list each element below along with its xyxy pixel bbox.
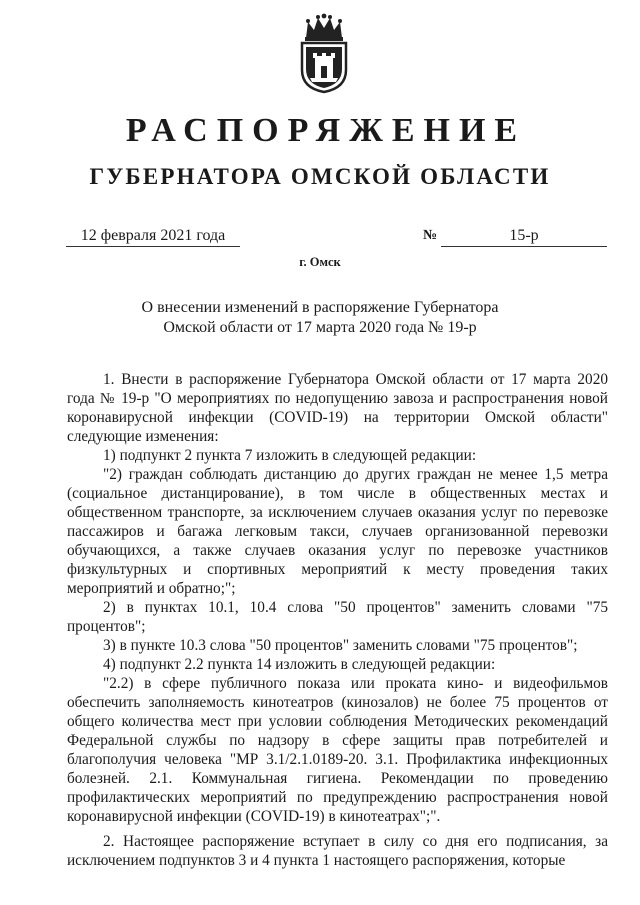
paragraph: 4) подпункт 2.2 пункта 14 изложить в следующей редакции: (103, 656, 496, 673)
number-label: № (423, 228, 438, 243)
document-subtitle: ГУБЕРНАТОРА ОМСКОЙ ОБЛАСТИ (89, 164, 551, 189)
paragraph: 3) в пункте 10.3 слова "50 процентов" заменить словами "75 процентов"; (103, 637, 578, 654)
heading-line: О внесении изменений в распоряжение Губернатора (141, 299, 499, 316)
document-heading (0, 298, 640, 338)
paragraph: 2) в пунктах 10.1, 10.4 слова "50 процентов" заменить словами "75 процентов"; (67, 599, 608, 635)
paragraph: 1) подпункт 2 пункта 7 изложить в следующей редакции: (103, 447, 477, 464)
document-title: РАСПОРЯЖЕНИЕ (125, 112, 527, 149)
paragraph: "2.2) в сфере публичного показа или проката кино- и видеофильмов обеспечить заполняемость кинотеатров (кинозалов) не более 75 процентов от общего количества мест при условии соблюдения Методических рекомендаций Федеральной службы по надзору в сфере защиты прав потребителей и благополучия человека "МР 3.1/2.1.0189-20. 3.1. Профилактика инфекционных болезней. 2.1. Коммунальная гигиена. Рекомендации по проведению профилактических мероприятий по предупреждению распространения новой коронавирусной инфекции (COVID-19) в кинотеатрах";". (67, 675, 608, 825)
paragraph: 1. Внести в распоряжение Губернатора Омской области от 17 марта 2020 года № 19-р "О мероприятиях по недопущению завоза и распространения новой коронавирусной инфекции (COVID-19) на территории Омской области" следующие изменения: (67, 371, 608, 445)
city-name: г. Омск (299, 255, 341, 269)
heading-line: Омской области от 17 марта 2020 года № 19-р (163, 319, 477, 336)
document-number: 15-р (441, 226, 607, 247)
omsk-coat-of-arms-icon (296, 12, 352, 94)
paragraph: "2) граждан соблюдать дистанцию до других граждан не менее 1,5 метра (социальное дистанцирование), в том числе в общественных местах и общественном транспорте, за исключением случаев оказания услуг по перевозке пассажиров и багажа легковым такси, случаев организованной перевозки обучающихся, а также случаев оказания услуг по перевозке участников физкультурных и спортивных мероприятий к месту проведения таких мероприятий и обратно;"; (67, 466, 608, 597)
document-date: 12 февраля 2021 года (66, 226, 240, 247)
paragraph: 2. Настоящее распоряжение вступает в силу со дня его подписания, за исключением подпунктов 3 и 4 пункта 1 настоящего распоряжения, которые (67, 833, 608, 869)
document-body (67, 370, 608, 870)
